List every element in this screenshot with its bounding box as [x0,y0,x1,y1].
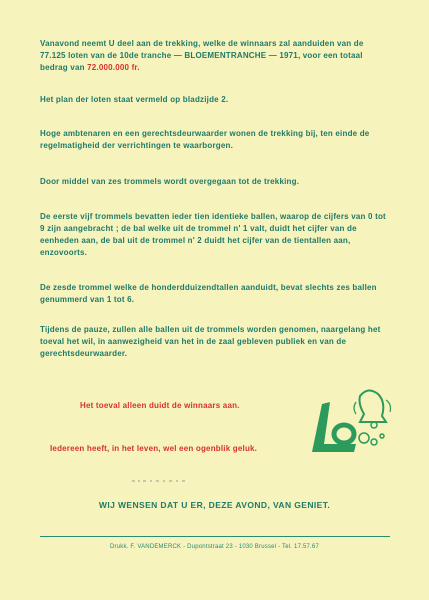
paragraph-pause: Tijdens de pauze, zullen alle ballen uit de trommels worden genomen, naargelang het toeval het wil, in aanwezigheid van het in de zaal gebleven publiek en van de gerechtsdeurwaarder. [40,325,381,358]
footer-divider [40,536,390,537]
paragraph-plan: Het plan der loten staat vermeld op bladzijde 2. [40,95,229,104]
closing-wish: WIJ WENSEN DAT U ER, DEZE AVOND, VAN GENIET. [98,500,331,510]
paragraph-first-five-drums: De eerste vijf trommels bevatten ieder tien identieke ballen, waarop de cijfers van 0 tot 9 zijn aangebracht ; de bal welke uit de trommel n' 1 valt, duidt het cijfer van de eenheden aan, de bal uit de trommel n' 2 duidt het cijfer van de tientallen aan, enzovoorts. [40,212,386,257]
bell-icon [354,390,391,428]
paragraph-intro [40,38,390,74]
paragraph-sixth-drum: De zesde trommel welke de honderdduizendtallen aanduidt, bevat slechts zes ballen genummerd van 1 tot 6. [40,283,377,304]
paragraph-drums: Door middel van zes trommels wordt overgegaan tot de trekking. [40,177,300,186]
total-amount: 72.000.000 fr. [87,63,140,72]
slogan-luck: Iedereen heeft, in het leven, wel een ogenblik geluk. [50,444,258,453]
printer-footer: Drukk. F. VANDEMERCK - Dupontstraat 23 - 1030 Brussel - Tel. 17.57.67 [110,544,319,550]
slogan-chance: Het toeval alleen duidt de winnaars aan. [80,401,240,410]
faint-marks [132,478,192,484]
bubble-icon [359,433,384,445]
intro-text: Vanavond neemt U deel aan de trekking, welke de winnaars zal aanduiden van de 77.125 loten van de 10de tranche — BLOEMENTRANCHE — 1971, voor een totaal bedrag van [40,39,364,72]
lottery-logo [302,382,402,462]
paragraph-officials: Hoge ambtenaren en een gerechtsdeurwaarder wonen de trekking bij, ten einde de regelmatigheid der verrichtingen te waarborgen. [40,129,370,150]
logo-letters [312,402,356,452]
